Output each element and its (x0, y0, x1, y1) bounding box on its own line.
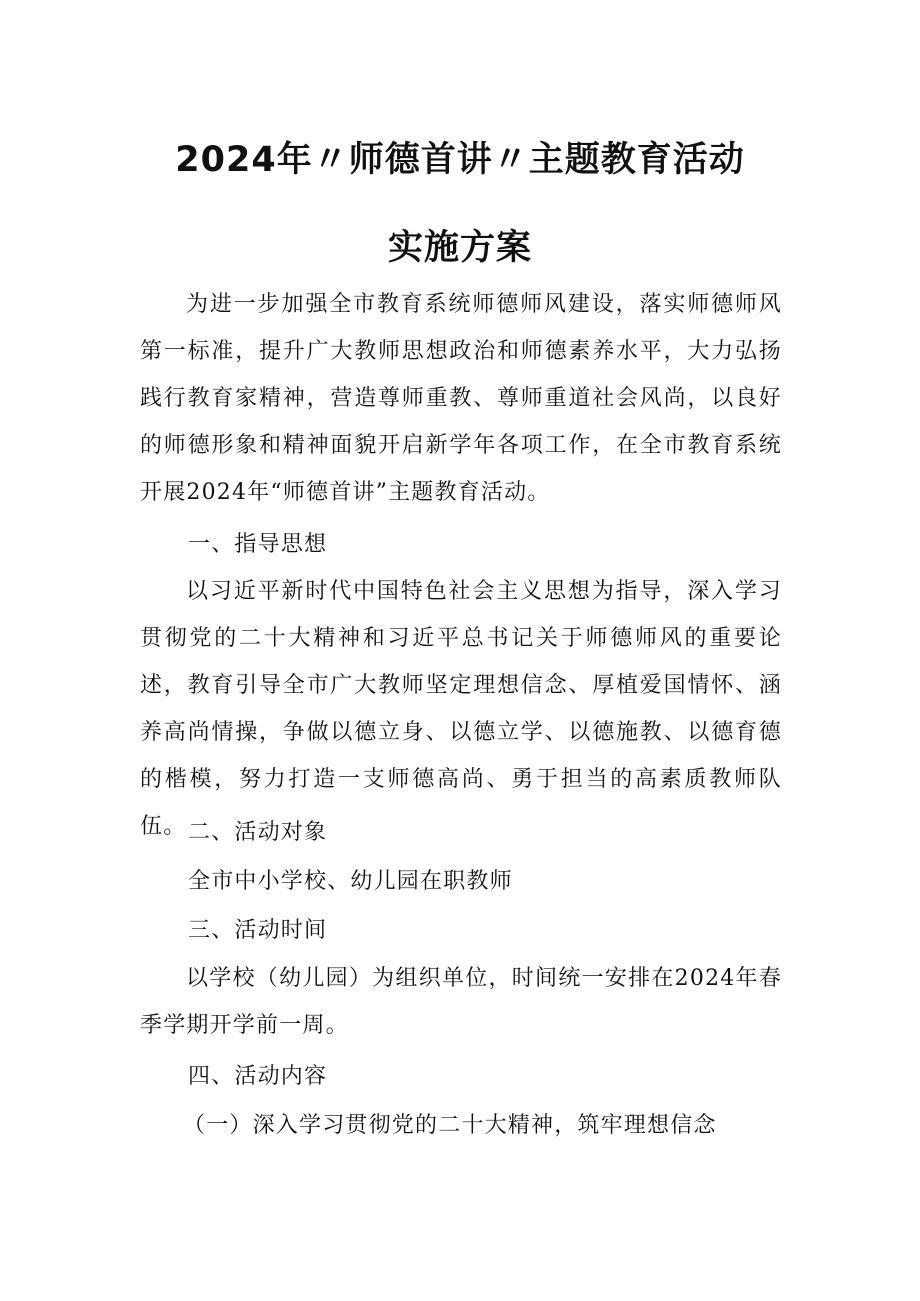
section1-heading: 一、指导思想 (188, 532, 328, 557)
section4-heading: 四、活动内容 (188, 1064, 328, 1089)
section2-paragraph: 全市中小学校、幼儿园在职教师 (188, 869, 513, 894)
section1-paragraph: 以习近平新时代中国特色社会主义思想为指导，深入学习贯彻党的二十大精神和习近平总书记关于师德师风的重要论述，教育引导全市广大教师坚定理想信念、厚植爱国情怀、涵养高尚情操，争做以德立身、以德立学、以德施教、以德育德的楷模，努力打造一支师德高尚、勇于担当的高素质教师队伍。 (140, 579, 782, 839)
section2-heading: 二、活动对象 (188, 820, 328, 845)
subsection1-heading: （一）深入学习贯彻党的二十大精神，筑牢理想信念 (183, 1113, 717, 1138)
document-title-line1: 2024年〃师德首讲〃主题教育活动 (175, 140, 745, 180)
section3-paragraph: 以学校（幼儿园）为组织单位，时间统一安排在2024年春季学期开学前一周。 (140, 966, 782, 1038)
document-title-line2: 实施方案 (387, 228, 532, 268)
intro-paragraph: 为进一步加强全市教育系统师德师风建设，落实师德师风第一标准，提升广大教师思想政治和师德素养水平，大力弘扬践行教育家精神，营造尊师重教、尊师重道社会风尚，以良好的师德形象和精神面貌开启新学年各项工作，在全市教育系统开展2024年“师德首讲”主题教育活动。 (140, 292, 782, 505)
section3-heading: 三、活动时间 (188, 918, 328, 943)
